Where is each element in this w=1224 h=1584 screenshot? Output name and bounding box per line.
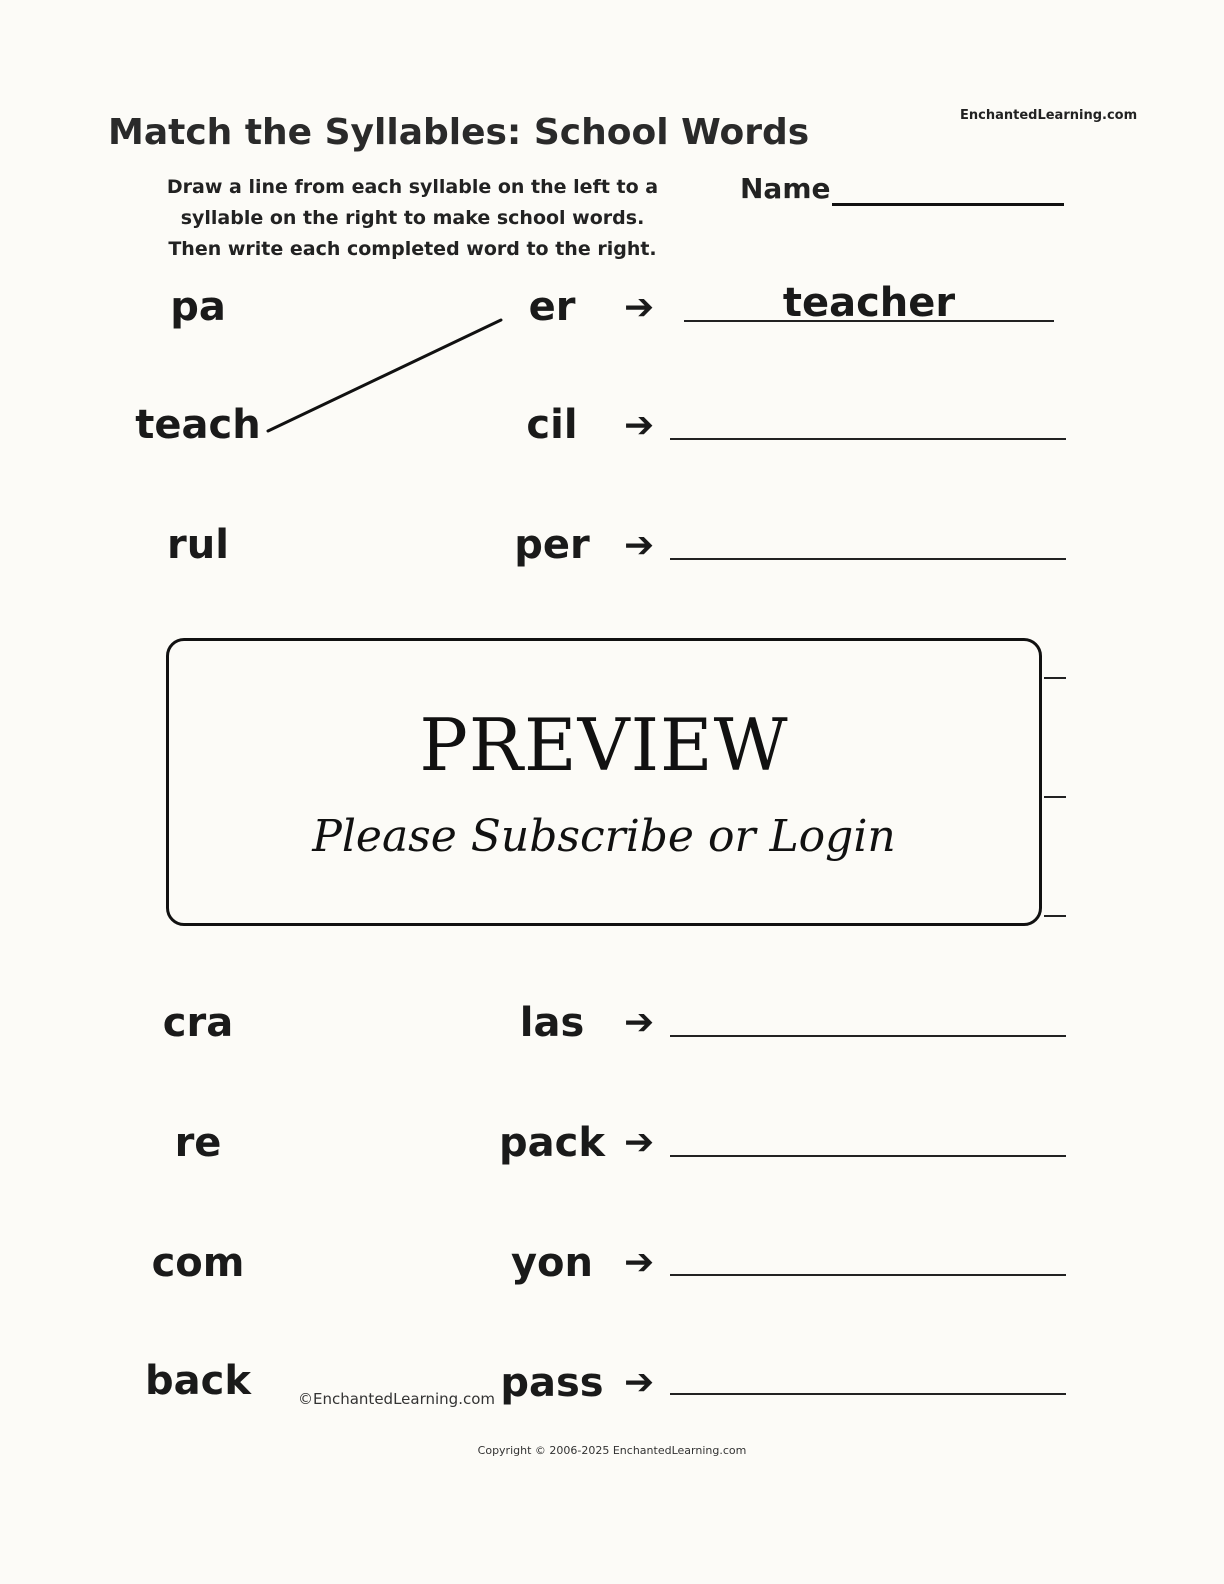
right-syllable-2[interactable]: cil [526,402,578,448]
answer-line-stub [1044,677,1066,679]
page-title: Match the Syllables: School Words [108,112,810,153]
instruction-line: Draw a line from each syllable on the left to a [166,176,659,198]
answer-line-2[interactable] [670,438,1066,440]
watermark: ©EnchantedLearning.com [298,1390,495,1408]
name-label: Name [740,172,831,205]
left-syllable-4[interactable]: cra [162,1000,234,1046]
right-syllable-4[interactable]: las [519,1000,585,1046]
answer-line-7[interactable] [670,1393,1066,1395]
instruction-line: Then write each completed word to the right. [168,238,657,260]
arrow-icon: ➔ [624,1362,655,1403]
answer-line-stub [1044,915,1066,917]
arrow-icon: ➔ [624,1002,655,1043]
left-syllable-7[interactable]: back [145,1358,251,1404]
arrow-icon: ➔ [624,525,655,566]
arrow-icon: ➔ [624,1242,655,1283]
answer-line-stub [1044,796,1066,798]
copyright: Copyright © 2006-2025 EnchantedLearning.com [477,1444,747,1457]
subscribe-login-link[interactable]: Please Subscribe or Login [312,811,896,862]
site-link[interactable]: EnchantedLearning.com [960,108,1138,123]
answer-line-1[interactable] [684,320,1054,322]
left-syllable-5[interactable]: re [174,1120,222,1166]
right-syllable-6[interactable]: yon [510,1240,594,1286]
right-syllable-7[interactable]: pass [500,1360,604,1406]
answer-line-6[interactable] [670,1274,1066,1276]
answer-line-5[interactable] [670,1155,1066,1157]
arrow-icon: ➔ [624,1122,655,1163]
arrow-icon: ➔ [624,405,655,446]
left-syllable-6[interactable]: com [151,1240,245,1286]
right-syllable-3[interactable]: per [514,522,590,568]
right-syllable-1[interactable]: er [528,284,576,330]
answer-text-1: teacher [782,280,956,326]
left-syllable-3[interactable]: rul [167,522,229,568]
preview-overlay[interactable] [166,638,1042,926]
left-syllable-2[interactable]: teach [135,402,261,448]
preview-title: PREVIEW [419,703,789,787]
answer-line-3[interactable] [670,558,1066,560]
right-syllable-5[interactable]: pack [499,1120,605,1166]
arrow-icon: ➔ [624,287,655,328]
instruction-line: syllable on the right to make school words. [180,207,645,229]
left-syllable-1[interactable]: pa [170,284,226,330]
answer-line-4[interactable] [670,1035,1066,1037]
